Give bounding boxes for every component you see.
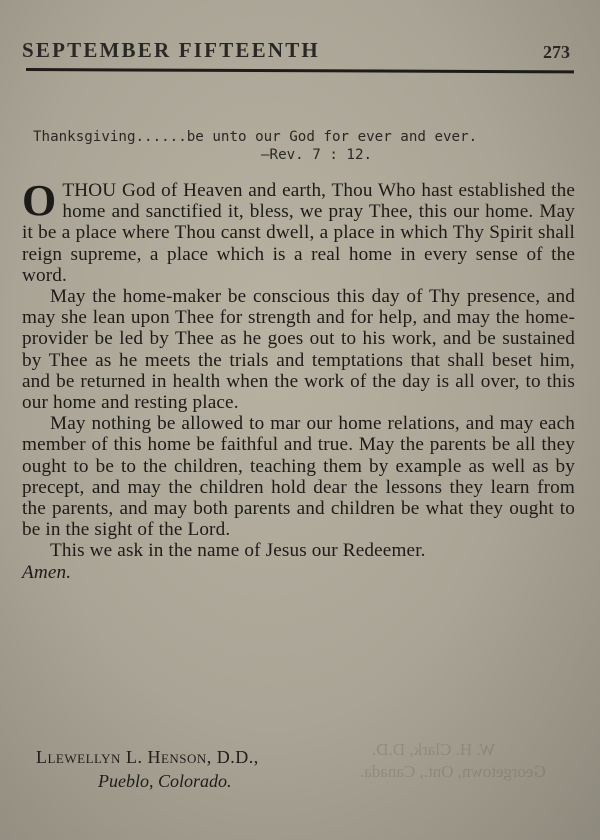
author-name: Llewellyn L. Henson, D.D., [36, 747, 259, 767]
epigraph-reference: —Rev. 7 : 12. [261, 147, 373, 163]
prayer-paragraph: May nothing be allowed to mar our home relations, and may each member of this home be faithful and true. May the parents be all they ought to be to the children, teaching them by example as well as by precept, and may the children hold dear the lessons they learn from the parents, and may both parents and children be what they ought to be in the sight of the Lord. [22, 413, 575, 541]
prayer-body [22, 176, 575, 583]
signature [36, 745, 436, 793]
author-place: Pueblo, Colorado. [98, 771, 232, 791]
prayer-closing: This we ask in the name of Jesus our Redeemer. [50, 540, 426, 562]
epigraph-quote: Thanksgiving......be unto our God for ever and ever. [33, 129, 478, 145]
prayer-paragraph: May the home-maker be conscious this day of Thy presence, and may she lean upon Thee for strength and for help, and may the home-provider be led by Thee as he goes out to his work, and be sustained by Thee as he meets the trials and temptations that shall beset him, and be returned in health when the work of the day is all over, to this our home and resting place. [22, 286, 575, 414]
drop-cap: O [22, 176, 57, 225]
page-header [22, 33, 574, 63]
prayer-paragraph [22, 540, 575, 582]
bleed-through-text: W. H. Clark, D.D. [372, 740, 496, 759]
prayer-paragraph-text: THOU God of Heaven and earth, Thou Who hast established the home and sanctified it, bless, we pray Thee, this our home. May it be a place where Thou canst dwell, a place in which Thy Spirit shall reign supreme, a place which is a real home in every sense of the word. [22, 180, 575, 286]
header-rule [26, 68, 574, 73]
epigraph [33, 128, 578, 164]
page-title: SEPTEMBER FIFTEENTH [22, 38, 320, 62]
amen: Amen. [22, 561, 72, 583]
bleed-through-text: Georgetown, Ont., Canada. [360, 762, 546, 781]
page-number: 273 [543, 42, 570, 62]
prayer-paragraph [22, 176, 575, 286]
